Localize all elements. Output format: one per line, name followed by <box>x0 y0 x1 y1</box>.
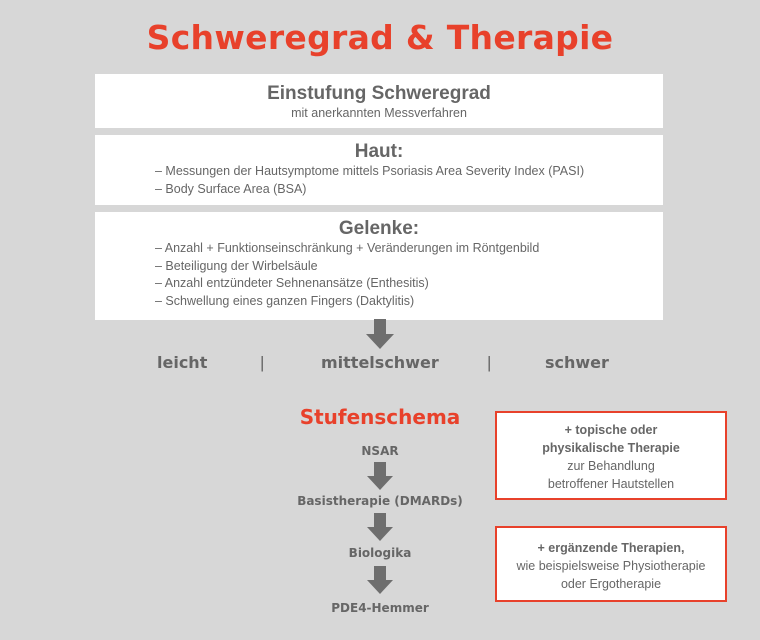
severity-mild: leicht <box>157 353 208 372</box>
note-line: wie beispielsweise Physiotherapie <box>516 559 706 573</box>
arrow-down-icon <box>366 319 394 349</box>
joints-item-spine: – Beteiligung der Wirbelsäule <box>155 258 318 273</box>
step-biologics: Biologika <box>348 546 412 560</box>
severity-separator: | <box>487 353 492 372</box>
skin-item-pasi: – Messungen der Hautsymptome mittels Psoriasis Area Severity Index (PASI) <box>155 164 585 178</box>
assessment-heading: Einstufung Schweregrad <box>267 83 491 104</box>
step-nsar: NSAR <box>361 444 399 458</box>
note-line: + ergänzende Therapien, <box>537 541 685 555</box>
step-dmards: Basistherapie (DMARDs) <box>297 494 463 508</box>
joints-panel <box>95 212 663 320</box>
severity-moderate: mittelschwer <box>321 353 439 372</box>
scheme-title: Stufenschema <box>299 405 461 429</box>
severity-severe: schwer <box>545 353 609 372</box>
arrow-down-icon <box>367 566 393 594</box>
joints-item-count: – Anzahl + Funktionseinschränkung + Veränderungen im Röntgenbild <box>155 241 540 255</box>
joints-list <box>95 240 663 310</box>
arrow-down-icon <box>367 513 393 541</box>
page-title: Schweregrad & Therapie <box>146 18 614 57</box>
skin-item-bsa: – Body Surface Area (BSA) <box>155 181 307 196</box>
note-line: oder Ergotherapie <box>560 577 662 591</box>
joints-heading: Gelenke: <box>338 218 420 239</box>
arrow-down-icon <box>367 462 393 490</box>
skin-heading: Haut: <box>354 141 404 162</box>
note-line: betroffener Hautstellen <box>547 477 675 491</box>
skin-list <box>95 163 663 198</box>
note-line: zur Behandlung <box>567 459 655 473</box>
joints-item-enthesitis: – Anzahl entzündeter Sehnenansätze (Enthesitis) <box>155 276 429 290</box>
step-pde4: PDE4-Hemmer <box>331 601 429 615</box>
assessment-panel <box>95 74 663 128</box>
note-line: physikalische Therapie <box>542 441 680 455</box>
severity-scale <box>0 353 760 377</box>
skin-panel <box>95 135 663 205</box>
note-line: + topische oder <box>564 423 658 437</box>
severity-separator: | <box>260 353 265 372</box>
topical-therapy-note <box>495 411 727 500</box>
assessment-subheading: mit anerkannten Messverfahren <box>291 106 467 120</box>
joints-item-dactylitis: – Schwellung eines ganzen Fingers (Daktylitis) <box>155 293 415 308</box>
supplementary-therapy-note <box>495 526 727 602</box>
